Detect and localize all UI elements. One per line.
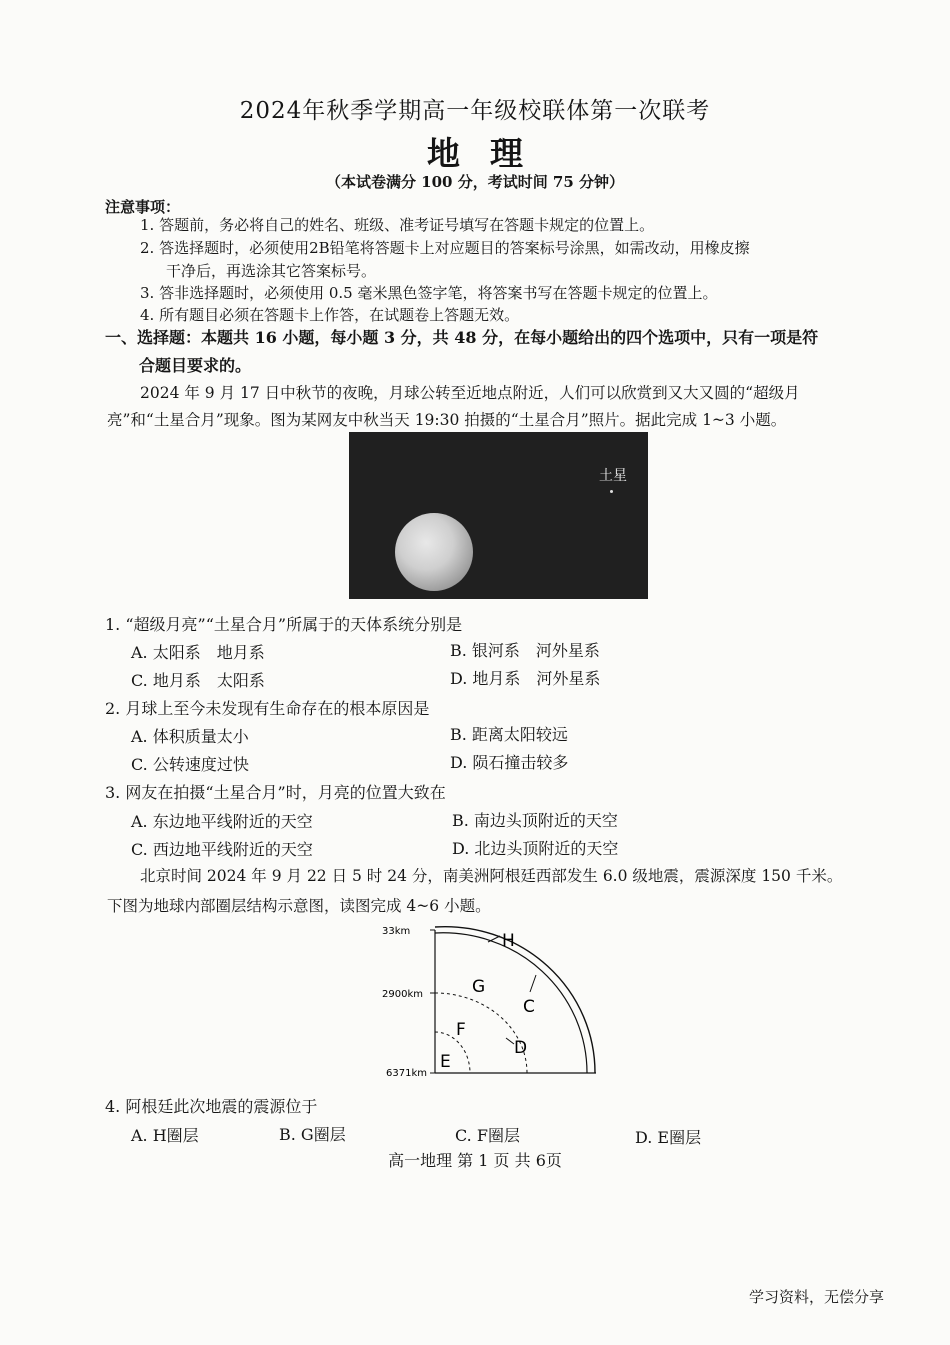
q3-option-b: B. 南边头顶附近的天空: [452, 811, 618, 830]
passage-line: 2024 年 9 月 17 日中秋节的夜晚，月球公转至近地点附近，人们可以欣赏到又大又圆的“超级月: [140, 384, 800, 402]
share-note: 学习资料，无偿分享: [749, 1288, 885, 1306]
moon-image: [395, 513, 473, 591]
exam-meta: （本试卷满分 100 分，考试时间 75 分钟）: [325, 173, 625, 191]
q2-option-c: C. 公转速度过快: [131, 755, 249, 774]
layer-label-h: H: [502, 931, 515, 951]
h-leader: [488, 936, 500, 942]
layer-label-e: E: [440, 1052, 451, 1072]
depth-6371km: 6371km: [386, 1068, 427, 1079]
q3-option-a: A. 东边地平线附近的天空: [131, 812, 313, 831]
q3-option-d: D. 北边头顶附近的天空: [452, 839, 619, 858]
question-3-stem: 3. 网友在拍摄“土星合月”时，月亮的位置大致在: [105, 783, 446, 802]
section-heading: 一、选择题：本题共 16 小题，每小题 3 分，共 48 分，在每小题给出的四个选项中，只有一项是符: [105, 328, 819, 347]
q1-option-a: A. 太阳系 地月系: [131, 643, 265, 662]
question-1-stem: 1. “超级月亮”“土星合月”所属于的天体系统分别是: [105, 615, 463, 634]
c-leader: [530, 975, 536, 992]
notice-item: 干净后，再选涂其它答案标号。: [166, 262, 377, 280]
exam-title: 2024年秋季学期高一年级校联体第一次联考: [239, 98, 711, 124]
layer-label-g: G: [472, 977, 486, 997]
question-2-stem: 2. 月球上至今未发现有生命存在的根本原因是: [105, 699, 430, 718]
notice-heading: 注意事项：: [105, 198, 181, 216]
q4-option-d: D. E圈层: [635, 1128, 702, 1147]
section-heading-cont: 合题目要求的。: [139, 356, 252, 375]
notice-item: 1. 答题前，务必将自己的姓名、班级、准考证号填写在答题卡规定的位置上。: [140, 216, 655, 234]
q1-option-d: D. 地月系 河外星系: [450, 669, 601, 688]
q4-option-c: C. F圈层: [455, 1126, 520, 1145]
d-leader: [506, 1038, 514, 1044]
q2-option-a: A. 体积质量太小: [131, 727, 249, 746]
question-4-stem: 4. 阿根廷此次地震的震源位于: [105, 1097, 318, 1116]
passage-line: 亮”和“土星合月”现象。图为某网友中秋当天 19:30 拍摄的“土星合月”照片。据此完成 1~3 小题。: [107, 411, 787, 429]
q4-option-b: B. G圈层: [279, 1125, 346, 1144]
passage-line: 北京时间 2024 年 9 月 22 日 5 时 24 分，南美洲阿根廷西部发生 6.0 级地震，震源深度 150 千米。: [140, 867, 843, 885]
notice-item: 2. 答选择题时，必须使用2B铅笔将答题卡上对应题目的答案标号涂黑，如需改动，用橡皮擦: [140, 239, 750, 257]
subject-title: 地理: [427, 134, 553, 173]
layer-label-f: F: [456, 1020, 466, 1040]
page-footer: 高一地理 第 1 页 共 6页: [388, 1151, 562, 1170]
q3-option-c: C. 西边地平线附近的天空: [131, 840, 313, 859]
layer-label-d: D: [514, 1038, 528, 1058]
saturn-dot: [610, 490, 613, 493]
q2-option-d: D. 陨石撞击较多: [450, 753, 569, 772]
passage-line: 下图为地球内部圈层结构示意图，读图完成 4~6 小题。: [107, 897, 491, 915]
saturn-label: 土星: [599, 468, 627, 484]
q4-option-a: A. H圈层: [131, 1126, 199, 1145]
earth-layers-diagram: [380, 920, 610, 1080]
q1-option-b: B. 银河系 河外星系: [450, 641, 600, 660]
layer-label-c: C: [523, 997, 535, 1017]
notice-item: 4. 所有题目必须在答题卡上作答，在试题卷上答题无效。: [140, 306, 520, 324]
moho-arc: [435, 933, 587, 1073]
saturn-moon-photo: [349, 432, 648, 599]
q1-option-c: C. 地月系 太阳系: [131, 671, 265, 690]
depth-33km: 33km: [382, 926, 411, 937]
depth-2900km: 2900km: [382, 989, 423, 1000]
notice-item: 3. 答非选择题时，必须使用 0.5 毫米黑色签字笔，将答案书写在答题卡规定的位置上。: [140, 284, 718, 302]
q2-option-b: B. 距离太阳较远: [450, 725, 568, 744]
